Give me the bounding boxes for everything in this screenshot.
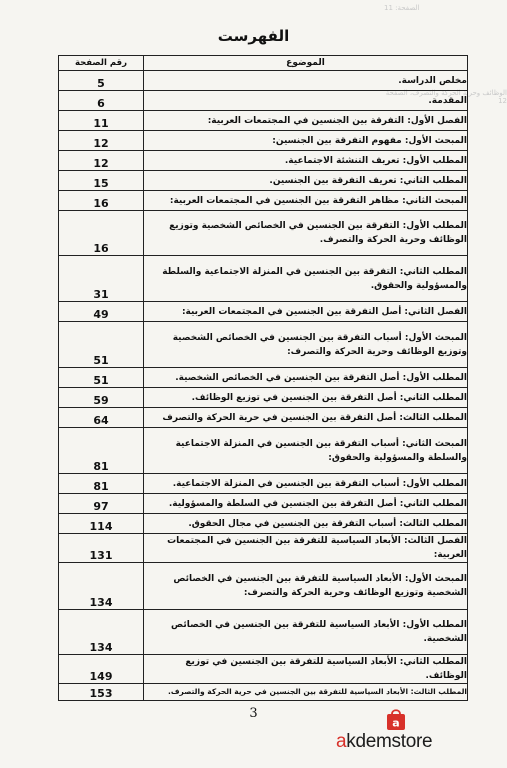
table-row — [59, 610, 468, 655]
topic-cell: المبحث الأول: الأبعاد السياسية للتفرقة بين الجنسين في الخصائص الشخصية وتوزيع الوظائف وحرية الحركة والتصرف: — [144, 563, 468, 610]
topic-cell: المطلب الثاني: أصل التفرقة بين الجنسين في السلطة والمسؤولية. — [144, 494, 468, 514]
table-row — [59, 494, 468, 514]
topic-cell: المطلب الأول: الأبعاد السياسية للتفرقة بين الجنسين في الخصائص الشخصية. — [144, 610, 468, 655]
page-cell: 12 — [59, 151, 144, 171]
table-row — [59, 322, 468, 368]
table-row — [59, 191, 468, 211]
topic-cell: المطلب الثالث: أسباب التفرقة بين الجنسين في مجال الحقوق. — [144, 514, 468, 534]
page-number: 3 — [249, 706, 258, 721]
page-cell: 131 — [59, 534, 144, 563]
page-column-header: رقم الصفحة — [59, 56, 144, 71]
table-row — [59, 151, 468, 171]
page-title: الفهرست — [217, 27, 290, 45]
table-row — [59, 91, 468, 111]
table-row — [59, 408, 468, 428]
contents-body — [59, 71, 468, 701]
table-row — [59, 71, 468, 91]
table-row — [59, 171, 468, 191]
page-cell: 15 — [59, 171, 144, 191]
table-row — [59, 474, 468, 494]
topic-cell: المبحث الأول: مفهوم التفرقة بين الجنسين: — [144, 131, 468, 151]
page-cell: 59 — [59, 388, 144, 408]
page-cell: 134 — [59, 563, 144, 610]
table-row — [59, 428, 468, 474]
topic-cell: المطلب الثاني: التفرقة بين الجنسين في المنزلة الاجتماعية والسلطة والمسؤولية والحقوق. — [144, 256, 468, 302]
brand-name: kdemstore — [346, 731, 433, 752]
page-cell: 149 — [59, 655, 144, 684]
table-row — [59, 563, 468, 610]
brand-logo — [336, 731, 432, 753]
table-row — [59, 514, 468, 534]
page-cell: 51 — [59, 322, 144, 368]
table-row — [59, 302, 468, 322]
svg-text:a: a — [392, 716, 400, 730]
contents-table — [58, 55, 468, 701]
table-row — [59, 655, 468, 684]
page-cell: 12 — [59, 131, 144, 151]
topic-cell: المطلب الثاني: تعريف التفرقة بين الجنسين. — [144, 171, 468, 191]
page-cell: 134 — [59, 610, 144, 655]
table-row — [59, 111, 468, 131]
topic-cell: المطلب الأول: تعريف التنشئة الاجتماعية. — [144, 151, 468, 171]
table-row — [59, 256, 468, 302]
page-cell: 97 — [59, 494, 144, 514]
page-cell: 16 — [59, 191, 144, 211]
topic-cell: المطلب الثاني: الأبعاد السياسية للتفرقة بين الجنسين في توزيع الوظائف. — [144, 655, 468, 684]
topic-cell: المبحث الثاني: أسباب التفرقة بين الجنسين في المنزلة الاجتماعية والسلطة والمسؤولية والحقوق: — [144, 428, 468, 474]
page-cell: 11 — [59, 111, 144, 131]
page-cell: 153 — [59, 684, 144, 701]
bag-logo-icon — [385, 706, 407, 732]
topic-cell: المبحث الأول: أسباب التفرقة بين الجنسين في الخصائص الشخصية وتوزيع الوظائف وحرية الحركة والتصرف: — [144, 322, 468, 368]
topic-cell: المقدمة. — [144, 91, 468, 111]
bleed-through-text: الوظائف وحرية الحركة والتصرف، الصفحة 12 — [385, 89, 507, 105]
topic-cell: مخلص الدراسة. — [144, 71, 468, 91]
topic-cell: المطلب الأول: أصل التفرقة بين الجنسين في الخصائص الشخصية. — [144, 368, 468, 388]
brand-first-letter: a — [336, 731, 347, 752]
page-cell: 64 — [59, 408, 144, 428]
topic-column-header: الموضوع — [144, 56, 468, 71]
table-row — [59, 534, 468, 563]
table-row — [59, 388, 468, 408]
page-cell: 49 — [59, 302, 144, 322]
page-cell: 6 — [59, 91, 144, 111]
table-row — [59, 684, 468, 701]
topic-cell: المطلب الثالث: الأبعاد السياسية للتفرقة بين الجنسين في حرية الحركة والتصرف. — [144, 684, 468, 701]
page-cell: 31 — [59, 256, 144, 302]
table-row — [59, 131, 468, 151]
topic-cell: المطلب الأول: أسباب التفرقة بين الجنسين في المنزلة الاجتماعية. — [144, 474, 468, 494]
topic-cell: المبحث الثاني: مظاهر التفرقة بين الجنسين في المجتمعات العربية: — [144, 191, 468, 211]
table-row — [59, 211, 468, 256]
topic-cell: الفصل الثاني: أصل التفرقة بين الجنسين في المجتمعات العربية: — [144, 302, 468, 322]
topic-cell: المطلب الأول: التفرقة بين الجنسين في الخصائص الشخصية وتوزيع الوظائف وحرية الحركة والتصرف. — [144, 211, 468, 256]
table-row — [59, 368, 468, 388]
page-cell: 16 — [59, 211, 144, 256]
page-cell: 81 — [59, 428, 144, 474]
page-cell: 81 — [59, 474, 144, 494]
table-header-row — [59, 56, 468, 71]
topic-cell: الفصل الأول: التفرقة بين الجنسين في المجتمعات العربية: — [144, 111, 468, 131]
page-cell: 51 — [59, 368, 144, 388]
bleed-through-text: الصفحة: 11 — [384, 4, 420, 12]
topic-cell: الفصل الثالث: الأبعاد السياسية للتفرقة بين الجنسين في المجتمعات العربية: — [144, 534, 468, 563]
topic-cell: المطلب الثالث: أصل التفرقة بين الجنسين في حرية الحركة والتصرف — [144, 408, 468, 428]
page-cell: 5 — [59, 71, 144, 91]
page-cell: 114 — [59, 514, 144, 534]
topic-cell: المطلب الثاني: أصل التفرقة بين الجنسين في توزيع الوظائف. — [144, 388, 468, 408]
